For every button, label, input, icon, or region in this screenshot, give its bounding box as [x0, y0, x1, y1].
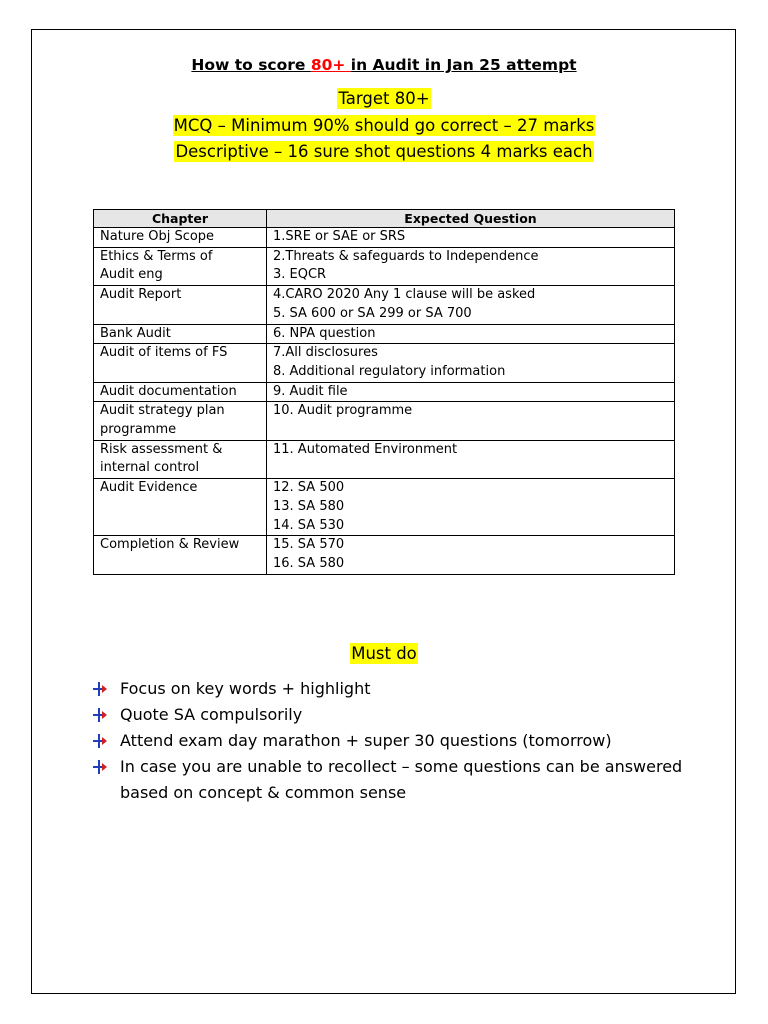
- question-cell: [267, 286, 675, 324]
- chapter-cell: [94, 228, 267, 248]
- question-text: 14. SA 530: [273, 517, 345, 533]
- table-row: [94, 247, 675, 285]
- descriptive-text: Descriptive – 16 sure shot questions 4 marks each: [175, 142, 593, 161]
- chapter-cell: [94, 286, 267, 324]
- chapter-text: Risk assessment &: [100, 441, 223, 457]
- list-item-text: Attend exam day marathon + super 30 questions (tomorrow): [120, 731, 612, 750]
- chapter-text: Audit Report: [100, 287, 182, 303]
- question-text: 9. Audit file: [273, 383, 348, 399]
- table-row: [94, 440, 675, 478]
- chapter-cell: [94, 440, 267, 478]
- chapter-text: Audit Evidence: [100, 480, 198, 496]
- question-cell: [267, 228, 675, 248]
- question-text: 5. SA 600 or SA 299 or SA 700: [273, 305, 472, 321]
- table-header-row: [94, 210, 675, 228]
- list-item-text: Quote SA compulsorily: [120, 705, 303, 724]
- chapter-cell: [94, 536, 267, 574]
- chapter-text: Audit of items of FS: [100, 345, 228, 361]
- chapter-text: Nature Obj Scope: [100, 229, 215, 244]
- question-text: 4.CARO 2020 Any 1 clause will be asked: [273, 287, 536, 303]
- question-text: 7.All disclosures: [273, 345, 378, 361]
- question-cell: [267, 247, 675, 285]
- list-item: [93, 676, 693, 702]
- chapter-cell: [94, 479, 267, 536]
- header-expected-question: Expected Question: [267, 210, 675, 228]
- mcq-text: MCQ – Minimum 90% should go correct – 27 marks: [173, 116, 595, 135]
- table-row: [94, 228, 675, 248]
- table-row: [94, 402, 675, 440]
- header-chapter: Chapter: [94, 210, 267, 228]
- chapter-cell: [94, 382, 267, 402]
- chapter-text: Bank Audit: [100, 325, 171, 341]
- table-row: [94, 286, 675, 324]
- table-row: [94, 536, 675, 574]
- target-line: [0, 89, 768, 108]
- chapter-cell: [94, 324, 267, 344]
- table-row: [94, 324, 675, 344]
- question-text: 13. SA 580: [273, 498, 345, 514]
- chapter-cell: [94, 247, 267, 285]
- question-cell: [267, 382, 675, 402]
- chapter-text: Audit eng: [100, 267, 163, 283]
- plus-arrow-icon: [93, 682, 107, 696]
- chapter-text: Ethics & Terms of: [100, 248, 213, 264]
- table-row: [94, 382, 675, 402]
- question-cell: [267, 324, 675, 344]
- question-cell: [267, 479, 675, 536]
- chapter-cell: [94, 402, 267, 440]
- question-text: 10. Audit programme: [273, 403, 413, 419]
- descriptive-line: [0, 142, 768, 161]
- plus-arrow-icon: [93, 708, 107, 722]
- list-item: [93, 702, 693, 728]
- chapter-text: internal control: [100, 460, 200, 476]
- question-text: 12. SA 500: [273, 480, 345, 496]
- question-text: 1.SRE or SAE or SRS: [273, 229, 406, 244]
- question-text: 16. SA 580: [273, 555, 345, 571]
- question-cell: [267, 440, 675, 478]
- list-item-text: Focus on key words + highlight: [120, 679, 371, 698]
- question-cell: [267, 536, 675, 574]
- chapter-text: Audit strategy plan: [100, 403, 225, 419]
- mcq-line: [0, 116, 768, 135]
- chapter-text: Audit documentation: [100, 383, 237, 399]
- table-row: [94, 344, 675, 382]
- must-do-text: Must do: [351, 644, 417, 663]
- must-do-heading: [0, 644, 768, 663]
- question-text: 6. NPA question: [273, 325, 376, 341]
- question-text: 2.Threats & safeguards to Independence: [273, 248, 539, 264]
- chapter-text: programme: [100, 422, 177, 438]
- page-title: [0, 56, 768, 74]
- question-cell: [267, 402, 675, 440]
- target-text: Target 80+: [338, 89, 430, 108]
- question-text: 11. Automated Environment: [273, 441, 458, 457]
- title-part2: in Audit in Jan 25 attempt: [350, 56, 577, 74]
- must-do-list: [93, 676, 693, 806]
- plus-arrow-icon: [93, 734, 107, 748]
- chapter-cell: [94, 344, 267, 382]
- list-item: [93, 728, 693, 754]
- table-row: [94, 479, 675, 536]
- title-highlight: 80+: [310, 56, 351, 74]
- question-text: 15. SA 570: [273, 537, 345, 553]
- plus-arrow-icon: [93, 760, 107, 774]
- question-text: 8. Additional regulatory information: [273, 363, 506, 379]
- list-item-text: In case you are unable to recollect – some questions can be answered based on concept & common sense: [120, 757, 683, 802]
- question-cell: [267, 344, 675, 382]
- list-item: [93, 754, 693, 806]
- expected-questions-table: [93, 209, 675, 575]
- question-text: 3. EQCR: [273, 267, 327, 283]
- title-part1: How to score: [191, 56, 311, 74]
- chapter-text: Completion & Review: [100, 537, 240, 553]
